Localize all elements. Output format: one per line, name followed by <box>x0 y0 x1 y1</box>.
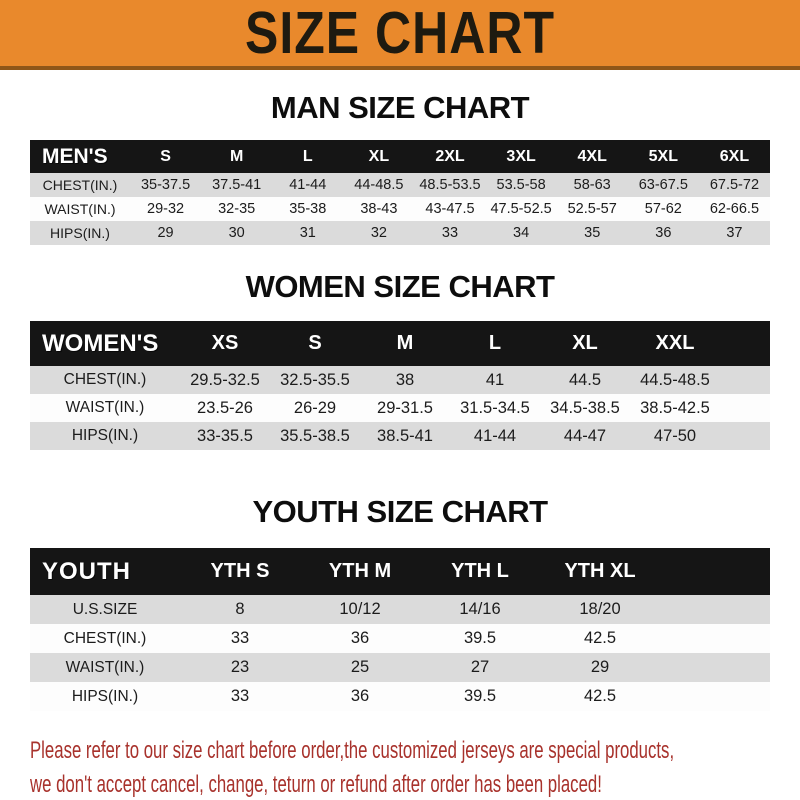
value-cell: 32-35 <box>218 201 256 217</box>
value-cell: 35.5-38.5 <box>280 426 350 445</box>
size-header-cell: S <box>160 147 171 165</box>
disclaimer-line-1: Please refer to our size chart before order,the customized jerseys are special products, <box>30 736 675 764</box>
value-cell: 29 <box>157 225 174 241</box>
men-waist-row <box>30 197 770 221</box>
youth-section-heading: YOUTH SIZE CHART <box>252 494 548 529</box>
row-label: HIPS(IN.) <box>71 427 139 444</box>
row-label: CHEST(IN.) <box>42 177 118 193</box>
value-cell: 38 <box>395 370 415 389</box>
value-cell: 41 <box>485 370 505 389</box>
youth-corner-label: YOUTH <box>42 557 131 585</box>
value-cell: 41-44 <box>473 426 517 445</box>
women-hips-row <box>30 422 770 450</box>
value-cell: 42.5 <box>583 687 617 705</box>
value-cell: 44-48.5 <box>354 177 404 193</box>
value-cell: 29-32 <box>147 201 185 217</box>
row-label: HIPS(IN.) <box>71 687 139 705</box>
value-cell: 23 <box>230 658 250 676</box>
value-cell: 32.5-35.5 <box>280 370 350 389</box>
value-cell: 32 <box>370 225 387 241</box>
value-cell: 31.5-34.5 <box>460 398 530 417</box>
value-cell: 57-62 <box>644 201 682 217</box>
women-waist-row <box>30 394 770 422</box>
size-header-cell: XS <box>211 332 239 354</box>
size-header-cell: YTH L <box>451 560 509 582</box>
value-cell: 34.5-38.5 <box>550 398 620 417</box>
size-header-cell: 2XL <box>435 147 465 165</box>
value-cell: 44-47 <box>563 426 607 445</box>
value-cell: 34 <box>513 225 530 241</box>
row-label: U.S.SIZE <box>72 600 138 618</box>
row-label: WAIST(IN.) <box>65 658 145 676</box>
value-cell: 25 <box>350 658 370 676</box>
value-cell: 48.5-53.5 <box>419 177 481 193</box>
size-header-cell: YTH XL <box>564 560 636 582</box>
value-cell: 35 <box>584 225 601 241</box>
men-corner-label: MEN'S <box>42 144 108 168</box>
size-chart-banner <box>0 0 800 70</box>
size-header-cell: XL <box>368 147 390 165</box>
size-header-cell: XL <box>572 332 598 354</box>
value-cell: 37 <box>726 225 743 241</box>
value-cell: 39.5 <box>463 629 497 647</box>
youth-table-header <box>30 548 770 595</box>
youth-ussize-row <box>30 595 770 624</box>
men-chest-row <box>30 173 770 197</box>
value-cell: 26-29 <box>293 398 337 417</box>
youth-hips-row <box>30 682 770 711</box>
value-cell: 38.5-41 <box>377 426 433 445</box>
value-cell: 29-31.5 <box>377 398 433 417</box>
value-cell: 38-43 <box>360 201 398 217</box>
size-header-cell: 3XL <box>506 147 536 165</box>
size-header-cell: L <box>302 147 313 165</box>
value-cell: 44.5-48.5 <box>640 370 710 389</box>
value-cell: 10/12 <box>339 600 381 618</box>
value-cell: 35-37.5 <box>140 177 191 193</box>
youth-size-table <box>30 548 770 711</box>
value-cell: 53.5-58 <box>496 177 546 193</box>
men-hips-row <box>30 221 770 245</box>
value-cell: 33 <box>230 629 250 647</box>
banner-title: SIZE CHART <box>245 0 555 67</box>
value-cell: 14/16 <box>459 600 501 618</box>
women-corner-label: WOMEN'S <box>42 329 159 357</box>
value-cell: 8 <box>235 600 245 618</box>
value-cell: 33 <box>441 225 459 241</box>
size-header-cell: YTH M <box>328 560 392 582</box>
value-cell: 23.5-26 <box>197 398 253 417</box>
value-cell: 37.5-41 <box>212 177 262 193</box>
value-cell: 36 <box>655 225 672 241</box>
value-cell: 31 <box>299 225 316 241</box>
value-cell: 36 <box>350 687 370 705</box>
size-header-cell: L <box>488 332 502 354</box>
women-size-table <box>30 321 770 450</box>
row-label: HIPS(IN.) <box>50 225 110 241</box>
men-table-header <box>30 140 770 173</box>
size-header-cell: YTH S <box>210 560 270 582</box>
men-section-heading: MAN SIZE CHART <box>270 90 530 125</box>
value-cell: 27 <box>470 658 490 676</box>
value-cell: 29.5-32.5 <box>190 370 260 389</box>
row-label: CHEST(IN.) <box>63 371 147 388</box>
value-cell: 58-63 <box>573 177 611 193</box>
value-cell: 43-47.5 <box>425 201 475 217</box>
size-header-cell: 4XL <box>577 147 607 165</box>
value-cell: 67.5-72 <box>709 177 760 193</box>
value-cell: 39.5 <box>463 687 497 705</box>
value-cell: 44.5 <box>568 370 602 389</box>
value-cell: 41-44 <box>289 177 327 193</box>
value-cell: 62-66.5 <box>709 201 760 217</box>
value-cell: 30 <box>228 225 245 241</box>
size-header-cell: 5XL <box>648 147 678 165</box>
row-label: CHEST(IN.) <box>63 629 147 647</box>
size-header-cell: S <box>308 332 322 354</box>
women-section-heading: WOMEN SIZE CHART <box>245 269 555 304</box>
value-cell: 35-38 <box>289 201 327 217</box>
youth-waist-row <box>30 653 770 682</box>
size-header-cell: XXL <box>655 332 695 354</box>
value-cell: 63-67.5 <box>638 177 688 193</box>
row-label: WAIST(IN.) <box>65 399 145 416</box>
women-table-header <box>30 321 770 366</box>
size-header-cell: M <box>396 332 414 354</box>
value-cell: 42.5 <box>583 629 617 647</box>
value-cell: 47-50 <box>653 426 697 445</box>
women-chest-row <box>30 366 770 394</box>
value-cell: 33-35.5 <box>197 426 253 445</box>
value-cell: 47.5-52.5 <box>490 201 552 217</box>
value-cell: 52.5-57 <box>567 201 617 217</box>
row-label: WAIST(IN.) <box>44 201 116 217</box>
youth-chest-row <box>30 624 770 653</box>
value-cell: 29 <box>590 658 610 676</box>
value-cell: 36 <box>350 629 370 647</box>
size-header-cell: M <box>230 147 244 165</box>
men-size-table <box>30 140 770 245</box>
disclaimer-note <box>30 733 800 800</box>
value-cell: 33 <box>230 687 250 705</box>
value-cell: 18/20 <box>579 600 621 618</box>
value-cell: 38.5-42.5 <box>640 398 710 417</box>
disclaimer-line-2: we don't accept cancel, change, teturn or refund after order has been placed! <box>30 770 602 798</box>
size-header-cell: 6XL <box>719 147 750 165</box>
